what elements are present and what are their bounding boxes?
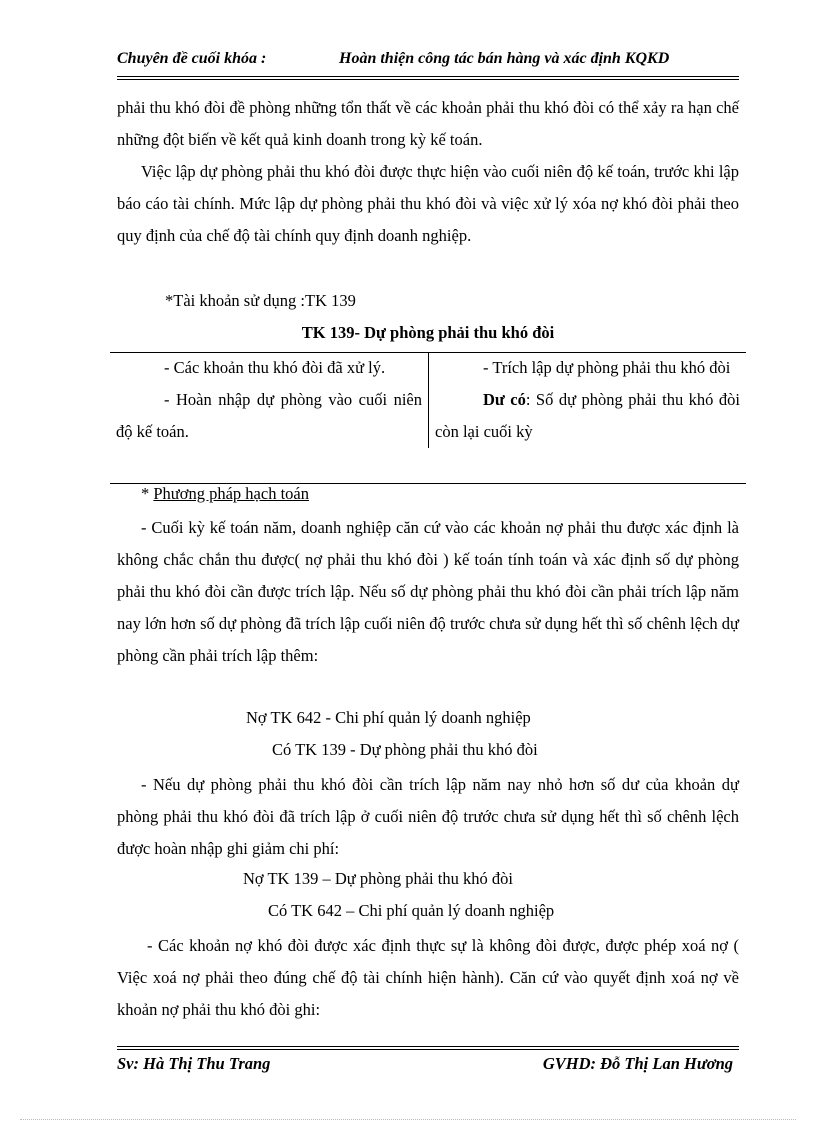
page-edge (20, 1119, 796, 1120)
entry-1-debit: Nợ TK 642 - Chi phí quản lý doanh nghiệp (246, 708, 531, 727)
footer-student: Sv: Hà Thị Thu Trang (117, 1054, 271, 1073)
footer-rule (117, 1046, 739, 1047)
entry-1-credit: Có TK 139 - Dự phòng phải thu khó đòi (272, 740, 538, 759)
method-paragraph-2: - Nếu dự phòng phải thu khó đòi cần trích lập năm nay nhỏ hơn số dư của khoản dự phòng phải thu khó đòi đã trích lập ở cuối niên độ trước chưa sử dụng hết thì số chênh lệch được hoàn nhập ghi giảm chi phí: (117, 775, 739, 858)
page-footer (117, 1054, 739, 1074)
footer-advisor: GVHD: Đỗ Thị Lan Hương (542, 1054, 733, 1073)
credit-item-2 (429, 384, 747, 448)
credit-balance-text: : Số dự phòng phải thu khó đòi còn lại cuối kỳ (435, 390, 740, 441)
header-right: Hoàn thiện công tác bán hàng và xác định KQKD (339, 50, 670, 67)
method-paragraph-3: - Các khoản nợ khó đòi được xác định thực sự là không đòi được, được phép xoá nợ ( Việc xoá nợ phải theo đúng chế độ tài chính hiện hành). Căn cứ vào quyết định xoá nợ về khoản nợ phải thu khó đòi ghi: (117, 936, 739, 1019)
method-heading-prefix: * (141, 484, 154, 503)
credit-balance-label: Dư có (483, 390, 526, 409)
account-used: *Tài khoản sử dụng :TK 139 (165, 291, 356, 310)
header-rule-2 (117, 79, 739, 80)
footer-rule-2 (117, 1049, 739, 1050)
entry-2-credit: Có TK 642 – Chi phí quản lý doanh nghiệp (268, 901, 555, 920)
method-heading (141, 484, 309, 504)
method-paragraph-1: - Cuối kỳ kế toán năm, doanh nghiệp căn cứ vào các khoản nợ phải thu được xác định là không chắc chắn thu được( nợ phải thu khó đòi ) kế toán tính toán và xác định số dự phòng phải thu khó đòi cần được trích lập. Nếu số dự phòng phải thu khó đòi cần phải trích lập năm nay lớn hơn số dự phòng đã trích lập cuối niên độ trước chưa sử dụng hết thì số chênh lệch dự phòng cần phải trích lập thêm: (117, 518, 739, 665)
credit-item-1: - Trích lập dự phòng phải thu khó đòi (483, 358, 731, 377)
paragraph-2: Việc lập dự phòng phải thu khó đòi được thực hiện vào cuối niên độ kế toán, trước khi lập báo cáo tài chính. Mức lập dự phòng phải thu khó đòi và việc xử lý xóa nợ khó đòi phải theo quy định của chế độ tài chính quy định doanh nghiệp. (117, 162, 739, 245)
header-rule (117, 76, 739, 77)
header-left: Chuyên đề cuối khóa : (117, 50, 267, 67)
t-account-table (110, 352, 746, 448)
entry-2-debit: Nợ TK 139 – Dự phòng phải thu khó đòi (243, 869, 513, 888)
debit-item-1: - Các khoản thu khó đòi đã xử lý. (110, 352, 429, 384)
paragraph-1: phải thu khó đòi đề phòng những tổn thất về các khoản phải thu khó đòi có thể xảy ra hạn chế những đột biến về kết quả kinh doanh trong kỳ kế toán. (117, 98, 739, 149)
method-heading-text: Phương pháp hạch toán (153, 484, 309, 503)
debit-item-2: - Hoàn nhập dự phòng vào cuối niên độ kế toán. (110, 384, 429, 448)
t-account-title: TK 139- Dự phòng phải thu khó đòi (301, 323, 555, 342)
page-header (117, 48, 739, 78)
